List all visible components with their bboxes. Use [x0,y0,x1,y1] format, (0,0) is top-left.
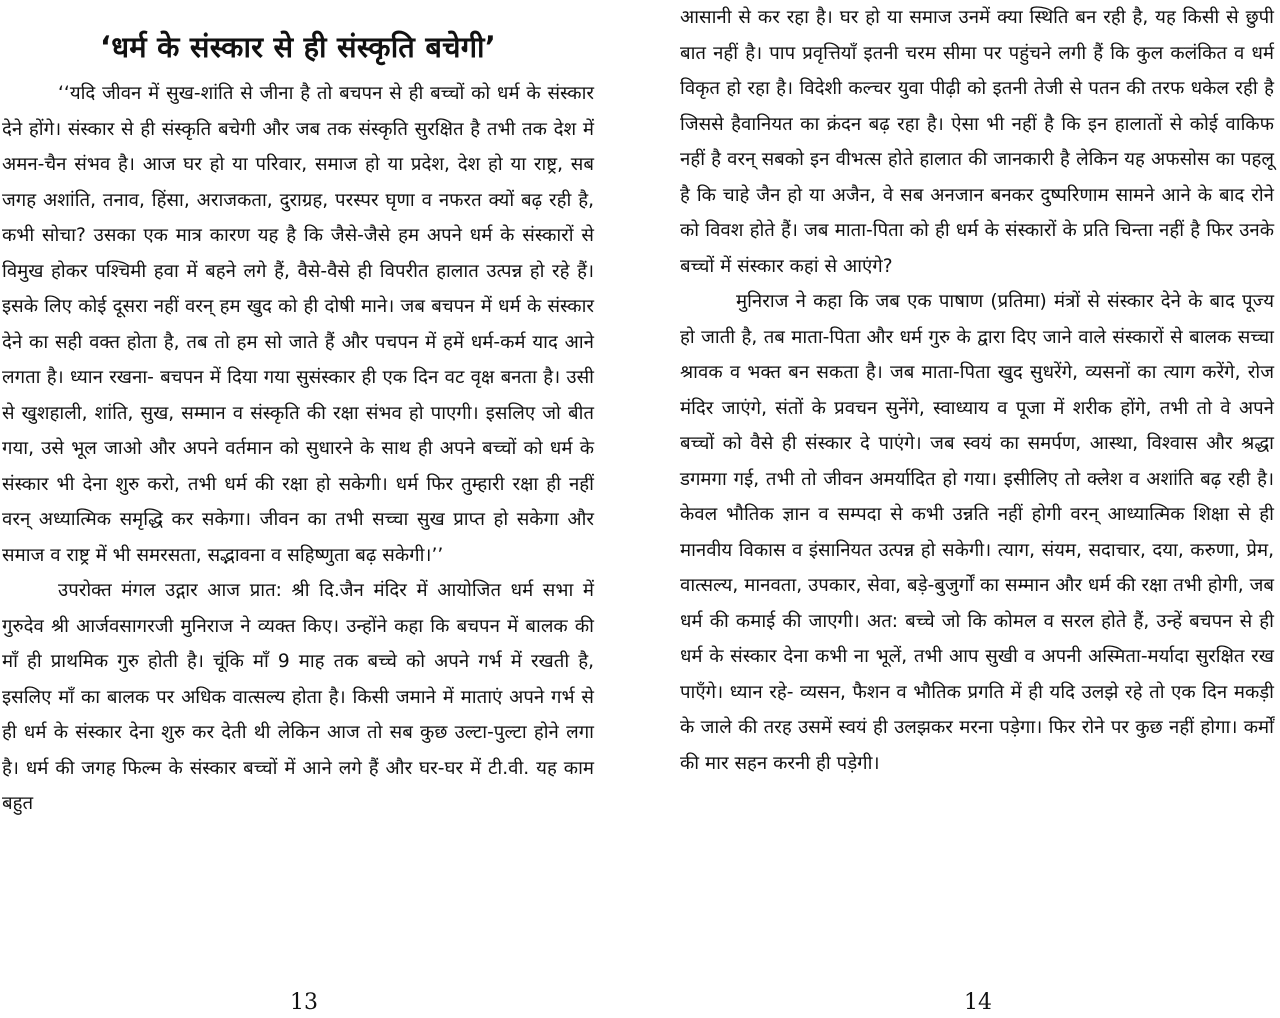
right-page [676,0,1280,1013]
left-paragraph-2: उपरोक्त मंगल उद्गार आज प्रात: श्री दि.जैन मंदिर में आयोजित धर्म सभा में गुरुदेव श्री आर्जवसागरजी मुनिराज ने व्यक्त किए। उन्होंने कहा कि बचपन में बालक की माँ ही प्राथमिक गुरु होती है। चूंकि माँ 9 माह तक बच्चे को अपने गर्भ में रखती है, इसलिए माँ का बालक पर अधिक वात्सल्य होता है। किसी जमाने में माताएं अपने गर्भ से ही धर्म के संस्कार देना शुरु कर देती थी लेकिन आज तो सब कुछ उल्टा-पुल्टा होने लगा है। धर्म की जगह फिल्म के संस्कार बच्चों में आने लगे हैं और घर-घर में टी.वी. यह काम बहुत [2,580,594,814]
article-title: ‘धर्म के संस्कार से ही संस्कृति बचेगी’ [100,30,496,64]
right-paragraph-1: आसानी से कर रहा है। घर हो या समाज उनमें क्या स्थिति बन रही है, यह किसी से छुपी बात नहीं है। पाप प्रवृत्तियाँ इतनी चरम सीमा पर पहुंचने लगी हैं कि कुल कलंकित व धर्म विकृत हो रहा है। विदेशी कल्चर युवा पीढ़ी को इतनी तेजी से पतन की तरफ धकेल रही है जिससे हैवानियत का क्रंदन बढ़ रहा है। ऐसा भी नहीं है कि इन हालातों से कोई वाकिफ नहीं है वरन् सबको इन वीभत्स होते हालात की जानकारी है लेकिन यह अफसोस का पहलू है कि चाहे जैन हो या अजैन, वे सब अनजान बनकर दुष्परिणाम सामने आने के बाद रोने को विवश होते हैं। जब माता-पिता को ही धर्म के संस्कारों के प्रति चिन्ता नहीं है फिर उनके बच्चों में संस्कार कहां से आएंगे? [680,7,1274,277]
left-paragraph-1: ‘‘यदि जीवन में सुख-शांति से जीना है तो बचपन से ही बच्चों को धर्म के संस्कार देने होंगे। संस्कार से ही संस्कृति बचेगी और जब तक संस्कृति सुरक्षित है तभी तक देश में अमन-चैन संभव है। आज घर हो या परिवार, समाज हो या प्रदेश, देश हो या राष्ट्र, सब जगह अशांति, तनाव, हिंसा, अराजकता, दुराग्रह, परस्पर घृणा व नफरत क्यों बढ़ रही है, कभी सोचा? उसका एक मात्र कारण यह है कि जैसे-जैसे हम अपने धर्म के संस्कारों से विमुख होकर पश्चिमी हवा में बहने लगे हैं, वैसे-वैसे ही विपरीत हालात उत्पन्न हो रहे हैं। इसके लिए कोई दूसरा नहीं वरन् हम खुद को ही दोषी माने। जब बचपन में धर्म के संस्कार देने का सही वक्त होता है, तब तो हम सो जाते हैं और पचपन में हमें धर्म-कर्म याद आने लगता है। ध्यान रखना- बचपन में दिया गया सुसंस्कार ही एक दिन वट वृक्ष बनता है। उसी से खुशहाली, शांति, सुख, सम्मान व संस्कृति की रक्षा संभव हो पाएगी। इसलिए जो बीत गया, उसे भूल जाओ और अपने वर्तमान को सुधारने के साथ ही अपने बच्चों को धर्म के संस्कार भी देना शुरु करो, तभी धर्म की रक्षा हो सकेगी। धर्म फिर तुम्हारी रक्षा ही नहीं वरन् अध्यात्मिक समृद्धि कर सकेगा। जीवन का तभी सच्चा सुख प्राप्त हो सकेगा और समाज व राष्ट्र में भी समरसता, सद्भावना व सहिष्णुता बढ़ सकेगी।’’ [2,83,594,566]
left-page [0,0,600,1013]
page-number-right: 14 [964,990,992,1015]
right-paragraph-2: मुनिराज ने कहा कि जब एक पाषाण (प्रतिमा) मंत्रों से संस्कार देने के बाद पूज्य हो जाती है, तब माता-पिता और धर्म गुरु के द्वारा दिए जाने वाले संस्कारों से बालक सच्चा श्रावक व भक्त बन सकता है। जब माता-पिता खुद सुधरेंगे, व्यसनों का त्याग करेंगे, रोज मंदिर जाएंगे, संतों के प्रवचन सुनेंगे, स्वाध्याय व पूजा में शरीक होंगे, तभी तो वे अपने बच्चों को वैसे ही संस्कार दे पाएंगे। जब स्वयं का समर्पण, आस्था, विश्वास और श्रद्धा डगमगा गई, तभी तो जीवन अमर्यादित हो गया। इसीलिए तो क्लेश व अशांति बढ़ रही है। केवल भौतिक ज्ञान व सम्पदा से कभी उन्नति नहीं होगी वरन् आध्यात्मिक शिक्षा से ही मानवीय विकास व इंसानियत उत्पन्न हो सकेगी। त्याग, संयम, सदाचार, दया, करुणा, प्रेम, वात्सल्य, मानवता, उपकार, सेवा, बड़े-बुजुर्गों का सम्मान और धर्म की रक्षा तभी होगी, जब धर्म की कमाई की जाएगी। अत: बच्चे जो कि कोमल व सरल होते हैं, उन्हें बचपन से ही धर्म के संस्कार देना कभी ना भूलें, तभी आप सुखी व अपनी अस्मिता-मर्यादा सुरक्षित रख पाएँगे। ध्यान रहे- व्यसन, फैशन व भौतिक प्रगति में ही यदि उलझे रहे तो एक दिन मकड़ी के जाले की तरह उसमें स्वयं ही उलझकर मरना पड़ेगा। फिर रोने पर कुछ नहीं होगा। कर्मों की मार सहन करनी ही पड़ेगी। [680,291,1274,774]
page-number-left: 13 [290,990,318,1015]
